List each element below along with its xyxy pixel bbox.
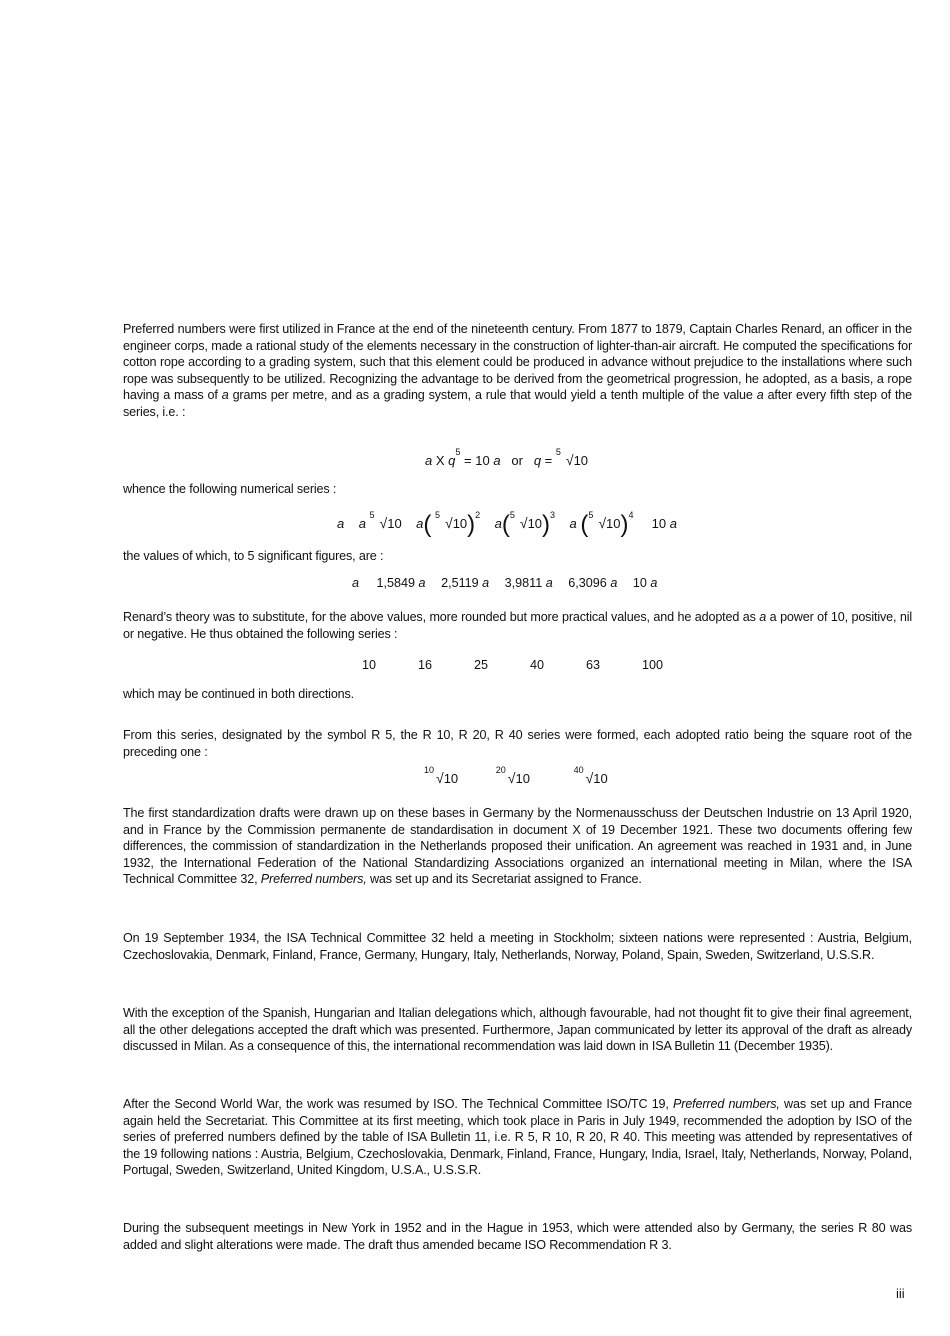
variable-q: q: [448, 453, 456, 468]
variable-a: a: [493, 453, 501, 468]
text: which may be continued in both directions.: [123, 687, 355, 701]
equals-sign: =: [544, 453, 553, 468]
text: whence the following numerical series :: [123, 482, 337, 496]
root-index: 40: [573, 765, 584, 775]
value-term: [352, 576, 359, 590]
exponent: 3: [550, 510, 556, 520]
twentieth-root: [495, 765, 530, 786]
term-a-root-cubed: [495, 510, 555, 539]
fifth-root: [555, 447, 589, 468]
exponent: 2: [475, 510, 481, 520]
root-index: 5: [369, 510, 375, 520]
paragraph-continued: [123, 686, 912, 703]
paragraph-first-drafts: [123, 805, 912, 888]
radicand: 10: [593, 771, 608, 786]
page-number: iii: [896, 1286, 905, 1301]
radicand: 10: [452, 516, 468, 531]
variable-a: a: [756, 388, 764, 403]
paragraph-exception: [123, 1005, 912, 1055]
radicand: 10: [527, 516, 543, 531]
tenth-root: [424, 765, 459, 786]
root-index: 20: [495, 765, 506, 775]
radicand: 10: [515, 771, 530, 786]
variable-a: a: [494, 516, 502, 531]
radical-icon: √: [379, 515, 388, 531]
number: 6,3096: [568, 576, 607, 590]
radical-icon: √: [436, 770, 444, 786]
formula-numeric-values: [352, 576, 657, 590]
variable-a: a: [416, 516, 424, 531]
radical-icon: √: [598, 515, 607, 531]
fortieth-root: [573, 765, 608, 786]
paragraph-renard-theory: [123, 609, 912, 642]
exponent: 4: [628, 510, 634, 520]
text: From this series, designated by the symbol R 5, the R 10, R 20, R 40 series were formed, each adopted ratio being the square root of the preceding one :: [123, 728, 912, 759]
variable-a: a: [545, 576, 553, 590]
radical-icon: √: [565, 452, 574, 468]
text: the values of which, to 5 significant figures, are :: [123, 549, 384, 563]
variable-a: a: [482, 576, 490, 590]
text: after every fifth step of the series, i.e. :: [123, 388, 913, 419]
paragraph-history-intro: [123, 321, 912, 421]
radical-icon: √: [445, 515, 453, 531]
value-term: [505, 576, 553, 590]
variable-a: a: [358, 516, 366, 531]
text: The first standardization drafts were drawn up on these bases in Germany by the Normenausschuss der Deutschen Industrie on 13 April 1920, and in France by the Commission permanente de standardisation in document X of 19 December 1921. These two documents offering few differences, the commission of standardization in the Netherlands proposed their unification. An agreement was reached in 1931 and, in June 1932, the International Federation of the National Standardizing Associations organized an international meeting in Milan, where the ISA Technical Committee 32,: [123, 806, 912, 887]
series-value: 40: [530, 658, 545, 672]
text: Preferred numbers were first utilized in France at the end of the nineteenth century. From 1877 to 1879, Captain Charles Renard, an officer in the engineer corps, made a rational study of the elements necessary in the construction of lighter-than-air aircraft. He computed the specifications for cotton rope according to a grading system, such that this element could be produced in advance without prejudice to the installations where such rope was subsequently to be utilized. Recognizing the advantage to be derived from the geometrical progression, he adopted, as a basis, a rope having a mass of: [123, 322, 912, 403]
term-a: a: [337, 516, 345, 531]
term-ten-a: [652, 516, 677, 531]
term-a-root-fourth: [570, 510, 634, 539]
exponent: 5: [455, 447, 461, 457]
right-paren: ): [467, 511, 476, 538]
radical-icon: √: [507, 770, 516, 786]
italic-title: Preferred numbers,: [673, 1097, 780, 1111]
text: a power of 10, positive, nil or negative. He thus obtained the following series :: [123, 610, 912, 641]
root-index: 5: [509, 510, 515, 520]
series-value: 16: [418, 658, 433, 672]
number: 10: [632, 576, 647, 590]
radicand: 10: [443, 771, 459, 786]
number: 10: [651, 516, 667, 531]
value-term: [377, 576, 426, 590]
text: With the exception of the Spanish, Hungarian and Italian delegations which, although favourable, had not thought fit to give their final agreement, all the other delegations accepted the draft which was presented. Furthermore, Japan communicated by letter its approval of the draft as already discussed in Milan. As a consequence of this, the international recommendation was laid down in ISA Bulletin 11 (December 1935).: [123, 1006, 912, 1054]
root-index: 10: [424, 765, 435, 775]
paragraph-whence: [123, 481, 912, 498]
formula-ratios: [424, 765, 608, 786]
text: During the subsequent meetings in New York in 1952 and in the Hague in 1953, which were attended also by Germany, the series R 80 was added and slight alterations were made. The draft thus amended became ISO Recommendation R 3.: [123, 1221, 912, 1252]
times-symbol: X: [435, 453, 445, 468]
paragraph-post-war: [123, 1096, 912, 1179]
series-value: 100: [642, 658, 664, 672]
text: was set up and France again held the Secretariat. This Committee at its first meeting, which took place in Paris in July 1949, recommended the adoption by ISO of the series of preferred numbers defined by the table of ISA Bulletin 11, i.e. R 5, R 10, R 20, R 40. This meeting was attended by representatives of the 19 following nations : Austria, Belgium, Czechoslovakia, Denmark, Finland, France, Hungary, India, Israel, Italy, Netherlands, Norway, Poland, Portugal, Sweden, Switzerland, United Kingdom, U.S.A., U.S.S.R.: [123, 1097, 913, 1178]
text: grams per metre, and as a grading system, a rule that would yield a tenth multiple of the value: [228, 388, 757, 403]
series-value: 63: [586, 658, 601, 672]
variable-a: a: [610, 576, 618, 590]
number: 3,9811: [504, 576, 543, 590]
variable-q: q: [533, 453, 542, 468]
series-value: 10: [362, 658, 377, 672]
value-term: [568, 576, 617, 590]
formula-symbolic-series: [337, 510, 677, 539]
term-a-root-squared: [416, 510, 480, 539]
right-paren: ): [620, 511, 629, 538]
term-a-root: [358, 510, 402, 531]
formula-ratio-definition: [425, 447, 588, 468]
radical-icon: √: [519, 515, 528, 531]
series-value: 25: [474, 658, 489, 672]
or-word: or: [511, 453, 523, 468]
left-paren: (: [501, 511, 510, 538]
number: 1,5849: [376, 576, 416, 590]
variable-a: a: [418, 576, 426, 590]
left-paren: (: [423, 511, 432, 538]
paragraph-r-series: [123, 727, 912, 760]
text: was set up and its Secretariat assigned to France.: [366, 872, 642, 887]
text: After the Second World War, the work was resumed by ISO. The Technical Committee ISO/TC 19,: [123, 1097, 674, 1111]
paragraph-subsequent: [123, 1220, 912, 1253]
variable-a: a: [669, 516, 677, 531]
renard-series: [362, 658, 663, 672]
variable-a: a: [569, 516, 577, 531]
value-term: [441, 576, 489, 590]
text: On 19 September 1934, the ISA Technical Committee 32 held a meeting in Stockholm; sixteen nations were represented : Austria, Belgium, Czechoslovakia, Denmark, Finland, France, Germany, Hungary, Italy, Netherlands, Norway, Poland, Spain, Sweden, Switzerland, U.S.S.R.: [123, 931, 912, 962]
italic-title: Preferred numbers,: [260, 872, 367, 887]
radicand: 10: [573, 453, 589, 468]
left-paren: (: [580, 511, 589, 538]
variable-a: a: [221, 388, 229, 403]
radicand: 10: [387, 516, 402, 531]
variable-a: a: [650, 576, 658, 590]
variable-a: a: [759, 610, 767, 624]
radical-icon: √: [585, 770, 594, 786]
variable-a: a: [425, 453, 433, 468]
root-index: 5: [435, 510, 441, 520]
root-index: 5: [588, 510, 594, 520]
paragraph-stockholm: [123, 930, 912, 963]
equals-ten: = 10: [464, 453, 490, 468]
number: 2,5119: [441, 576, 479, 590]
paragraph-values: [123, 548, 912, 565]
root-index: 5: [555, 447, 561, 457]
radicand: 10: [606, 516, 621, 531]
text: Renard’s theory was to substitute, for the above values, more rounded but more practical values, and he adopted as: [123, 610, 760, 624]
variable-a: a: [352, 576, 360, 590]
right-paren: ): [542, 511, 551, 538]
value-term: [633, 576, 658, 590]
